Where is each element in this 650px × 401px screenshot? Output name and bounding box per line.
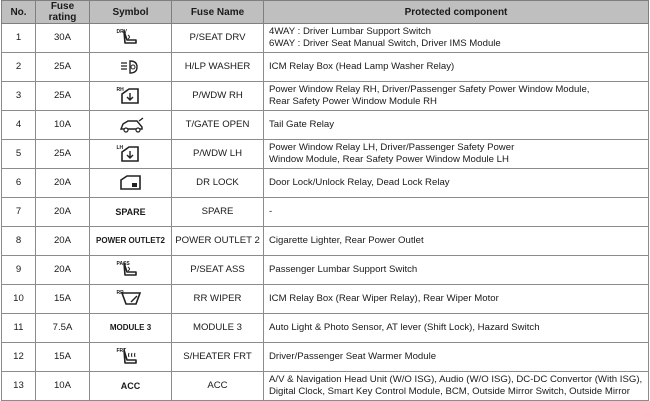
table-row bbox=[2, 169, 649, 198]
door-lock-icon bbox=[115, 171, 147, 195]
fuse-symbol bbox=[90, 140, 172, 169]
table-row bbox=[2, 24, 649, 53]
component-line: ICM Relay Box (Rear Wiper Relay), Rear Wiper Motor bbox=[269, 293, 499, 304]
fuse-no: 5 bbox=[2, 140, 36, 169]
fuse-symbol bbox=[90, 24, 172, 53]
fuse-rating: 15A bbox=[36, 343, 90, 372]
fuse-no: 7 bbox=[2, 198, 36, 227]
symbol-tag: FRT bbox=[116, 348, 127, 354]
table-row bbox=[2, 256, 649, 285]
symbol-tag: RH bbox=[116, 87, 124, 93]
fuse-no: 9 bbox=[2, 256, 36, 285]
component-line: Auto Light & Photo Sensor, AT lever (Shift Lock), Hazard Switch bbox=[269, 322, 540, 333]
fuse-rating: 15A bbox=[36, 285, 90, 314]
fuse-symbol bbox=[90, 372, 172, 401]
fuse-no: 12 bbox=[2, 343, 36, 372]
fuse-name: ACC bbox=[172, 372, 264, 401]
fuse-no: 8 bbox=[2, 227, 36, 256]
symbol-text: SPARE bbox=[115, 206, 146, 217]
header-row bbox=[2, 1, 649, 24]
fuse-rating: 20A bbox=[36, 227, 90, 256]
fuse-symbol bbox=[90, 111, 172, 140]
symbol-tag: LH bbox=[116, 145, 124, 151]
table-row bbox=[2, 140, 649, 169]
fuse-no: 13 bbox=[2, 372, 36, 401]
component-line: Passenger Lumbar Support Switch bbox=[269, 264, 418, 275]
component-line: ICM Relay Box (Head Lamp Washer Relay) bbox=[269, 61, 455, 72]
fuse-no: 3 bbox=[2, 82, 36, 111]
header-symbol: Symbol bbox=[90, 1, 172, 24]
component-line: Door Lock/Unlock Relay, Dead Lock Relay bbox=[269, 177, 450, 188]
symbol-text: MODULE 3 bbox=[109, 322, 152, 332]
fuse-rating: 20A bbox=[36, 169, 90, 198]
fuse-rating: 25A bbox=[36, 140, 90, 169]
fuse-no: 6 bbox=[2, 169, 36, 198]
fuse-name: P/SEAT ASS bbox=[172, 256, 264, 285]
protected-component bbox=[264, 169, 649, 198]
fuse-name: SPARE bbox=[172, 198, 264, 227]
header-fuse-name: Fuse Name bbox=[172, 1, 264, 24]
table-row bbox=[2, 198, 649, 227]
protected-component bbox=[264, 111, 649, 140]
protected-component bbox=[264, 82, 649, 111]
symbol-tag: DRV bbox=[116, 29, 127, 35]
symbol-tag: RR bbox=[116, 290, 124, 296]
power-window-icon bbox=[115, 142, 147, 166]
component-line: 6WAY : Driver Seat Manual Switch, Driver IMS Module bbox=[269, 38, 501, 49]
table-row bbox=[2, 372, 649, 401]
fuse-name: P/WDW LH bbox=[172, 140, 264, 169]
header-no: No. bbox=[2, 1, 36, 24]
fuse-rating: 10A bbox=[36, 111, 90, 140]
fuse-symbol bbox=[90, 343, 172, 372]
component-line: Digital Clock, Smart Key Control Module, BCM, Outside Mirror Switch, Outside Mirror bbox=[269, 386, 630, 397]
fuse-symbol bbox=[90, 227, 172, 256]
rear-wiper-icon bbox=[115, 287, 147, 311]
power-window-icon bbox=[115, 84, 147, 108]
fuse-rating: 25A bbox=[36, 53, 90, 82]
component-line: Cigarette Lighter, Rear Power Outlet bbox=[269, 235, 424, 246]
table-row bbox=[2, 227, 649, 256]
fuse-name: H/LP WASHER bbox=[172, 53, 264, 82]
table-row bbox=[2, 111, 649, 140]
tailgate-icon bbox=[115, 113, 147, 137]
table-row bbox=[2, 314, 649, 343]
component-line: - bbox=[269, 206, 273, 217]
component-line: Window Module, Rear Safety Power Window Module LH bbox=[269, 154, 509, 165]
fuse-rating: 25A bbox=[36, 82, 90, 111]
header-fuse-rating: Fuse rating bbox=[36, 1, 90, 24]
symbol-text: POWER OUTLET2 bbox=[96, 235, 165, 245]
fuse-name: POWER OUTLET 2 bbox=[172, 227, 264, 256]
fuse-name: P/SEAT DRV bbox=[172, 24, 264, 53]
fuse-rating: 7.5A bbox=[36, 314, 90, 343]
protected-component bbox=[264, 198, 649, 227]
protected-component bbox=[264, 314, 649, 343]
fuse-name: DR LOCK bbox=[172, 169, 264, 198]
fuse-table bbox=[1, 0, 649, 401]
protected-component bbox=[264, 140, 649, 169]
fuse-name: T/GATE OPEN bbox=[172, 111, 264, 140]
component-line: 4WAY : Driver Lumbar Support Switch bbox=[269, 26, 431, 37]
fuse-name: S/HEATER FRT bbox=[172, 343, 264, 372]
protected-component bbox=[264, 285, 649, 314]
component-line: Rear Safety Power Window Module RH bbox=[269, 96, 437, 107]
protected-component bbox=[264, 343, 649, 372]
fuse-no: 1 bbox=[2, 24, 36, 53]
fuse-name: RR WIPER bbox=[172, 285, 264, 314]
fuse-no: 2 bbox=[2, 53, 36, 82]
fuse-name: P/WDW RH bbox=[172, 82, 264, 111]
fuse-rating: 30A bbox=[36, 24, 90, 53]
fuse-symbol bbox=[90, 314, 172, 343]
symbol-tag: PASS bbox=[116, 261, 130, 267]
symbol-text: ACC bbox=[120, 380, 141, 391]
fuse-rating: 20A bbox=[36, 256, 90, 285]
fuse-rating: 10A bbox=[36, 372, 90, 401]
component-line: A/V & Navigation Head Unit (W/O ISG), Audio (W/O ISG), DC-DC Convertor (With ISG), bbox=[269, 374, 643, 385]
seat-lumbar-icon bbox=[115, 258, 147, 282]
seat-heater-icon bbox=[115, 345, 147, 369]
protected-component bbox=[264, 256, 649, 285]
protected-component bbox=[264, 53, 649, 82]
protected-component bbox=[264, 227, 649, 256]
table-row bbox=[2, 82, 649, 111]
fuse-rating: 20A bbox=[36, 198, 90, 227]
table-row bbox=[2, 53, 649, 82]
component-line: Power Window Relay RH, Driver/Passenger Safety Power Window Module, bbox=[269, 84, 590, 95]
component-line: Tail Gate Relay bbox=[269, 119, 335, 130]
component-line: Driver/Passenger Seat Warmer Module bbox=[269, 351, 437, 362]
protected-component bbox=[264, 24, 649, 53]
table-row bbox=[2, 285, 649, 314]
fuse-no: 11 bbox=[2, 314, 36, 343]
fuse-symbol bbox=[90, 256, 172, 285]
headlamp-washer-icon bbox=[115, 55, 147, 79]
fuse-no: 4 bbox=[2, 111, 36, 140]
seat-lumbar-icon bbox=[115, 26, 147, 50]
fuse-symbol bbox=[90, 53, 172, 82]
component-line: Power Window Relay LH, Driver/Passenger Safety Power bbox=[269, 142, 515, 153]
fuse-symbol bbox=[90, 82, 172, 111]
fuse-symbol bbox=[90, 169, 172, 198]
fuse-symbol bbox=[90, 285, 172, 314]
fuse-symbol bbox=[90, 198, 172, 227]
fuse-no: 10 bbox=[2, 285, 36, 314]
header-protected-component: Protected component bbox=[264, 1, 649, 24]
fuse-name: MODULE 3 bbox=[172, 314, 264, 343]
protected-component bbox=[264, 372, 649, 401]
table-row bbox=[2, 343, 649, 372]
